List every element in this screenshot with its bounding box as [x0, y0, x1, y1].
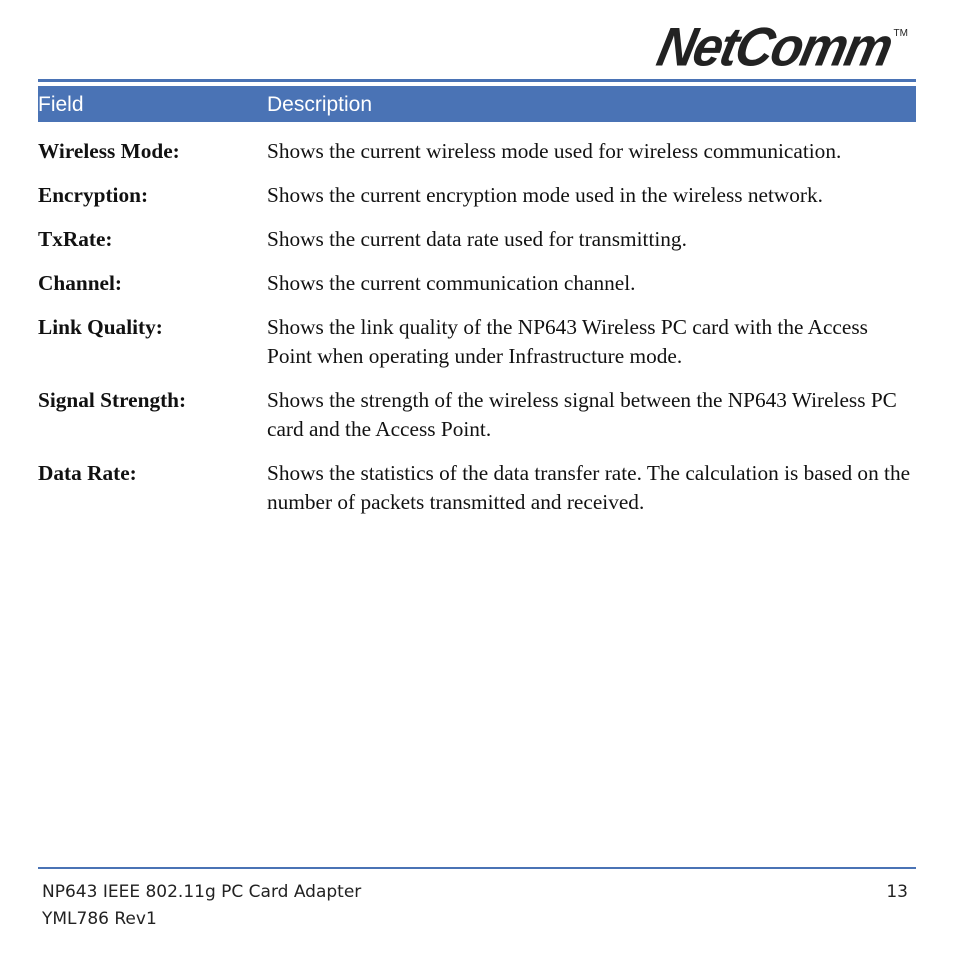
table-row: [38, 459, 916, 517]
footer-revision: YML786 Rev1: [42, 909, 157, 929]
field-name: Link Quality:: [38, 315, 163, 339]
table-header: [38, 86, 916, 122]
field-description: Shows the strength of the wireless signal between the NP643 Wireless PC card and the Access Point.: [267, 388, 897, 441]
table-row: [38, 137, 916, 166]
header-rule: [38, 79, 916, 82]
field-description: Shows the current wireless mode used for wireless communication.: [267, 139, 842, 163]
field-name: Channel:: [38, 271, 123, 295]
netcomm-logo: [652, 17, 912, 78]
column-header-field: Field: [38, 93, 84, 116]
page-footer: [42, 879, 912, 933]
field-name: Signal Strength:: [38, 388, 187, 412]
field-name: Wireless Mode:: [38, 139, 180, 163]
field-description: Shows the current data rate used for transmitting.: [267, 227, 687, 251]
field-description: Shows the current encryption mode used in the wireless network.: [267, 183, 823, 207]
field-name: Encryption:: [38, 183, 149, 207]
logo-wordmark: NetComm: [652, 17, 897, 78]
field-description-table: [38, 137, 916, 532]
footer-rule: [38, 867, 916, 869]
table-row: [38, 181, 916, 210]
table-row: [38, 225, 916, 254]
field-name: TxRate:: [38, 227, 113, 251]
field-description: Shows the statistics of the data transfer rate. The calculation is based on the number of packets transmitted and received.: [267, 461, 911, 514]
table-row: [38, 386, 916, 444]
table-row: [38, 313, 916, 371]
page-number: 13: [886, 882, 908, 902]
column-header-description: Description: [267, 93, 373, 116]
field-description: Shows the current communication channel.: [267, 271, 636, 295]
trademark-mark: TM: [893, 28, 908, 39]
footer-product-name: NP643 IEEE 802.11g PC Card Adapter: [42, 882, 362, 902]
table-row: [38, 269, 916, 298]
field-name: Data Rate:: [38, 461, 137, 485]
field-description: Shows the link quality of the NP643 Wireless PC card with the Access Point when operating under Infrastructure mode.: [267, 315, 868, 368]
